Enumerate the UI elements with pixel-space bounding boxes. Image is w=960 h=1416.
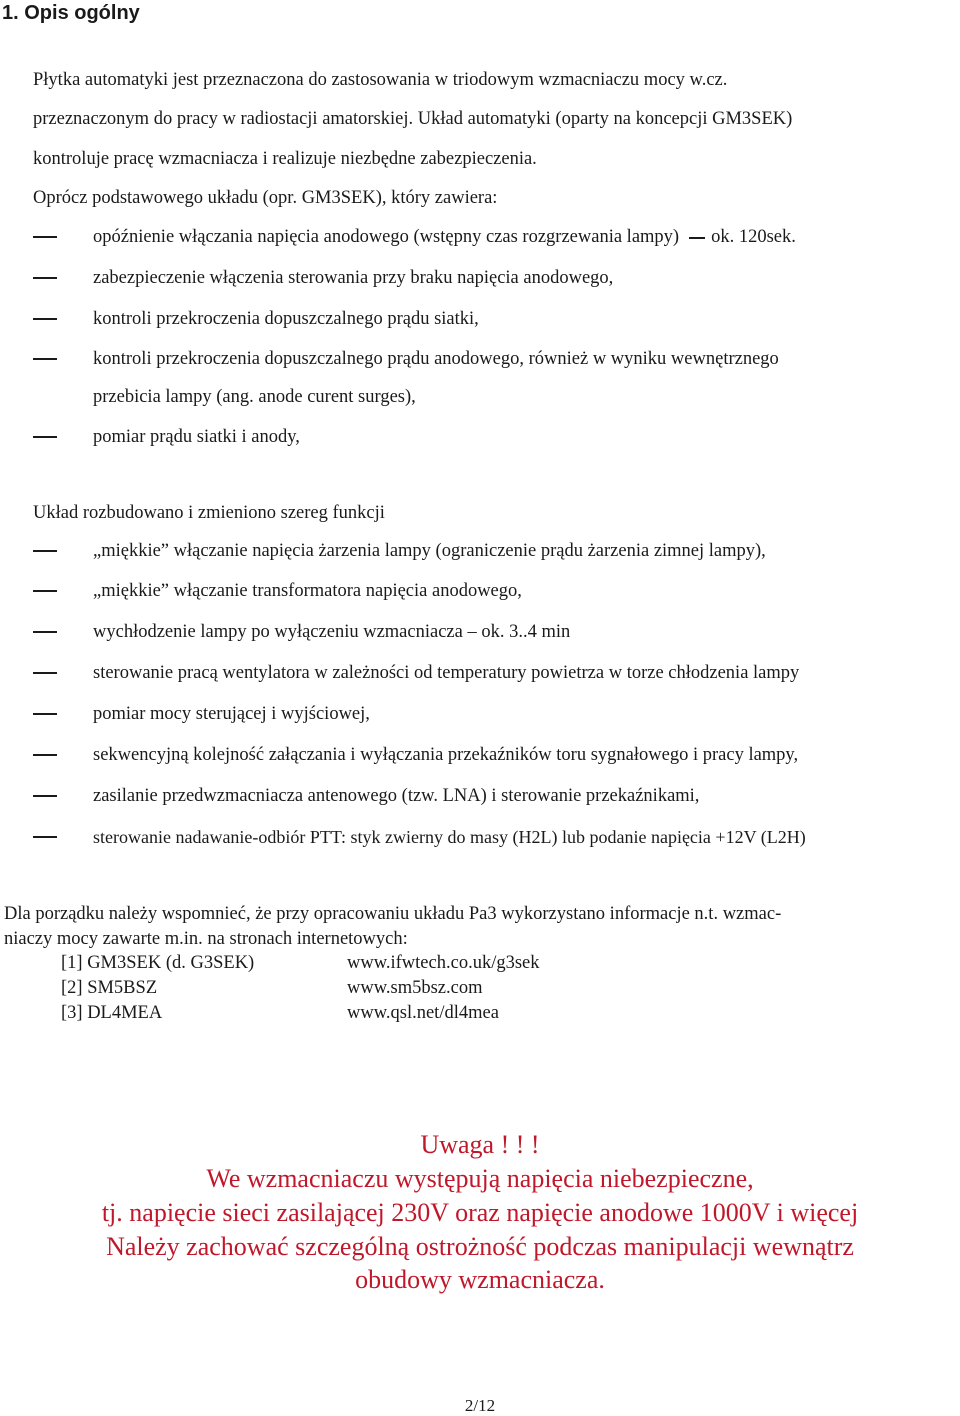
dash-icon [33, 236, 57, 238]
reference-url[interactable]: www.sm5bsz.com [347, 978, 483, 998]
reference-label: [1] GM3SEK (d. G3SEK) [61, 953, 255, 973]
dash-icon [33, 436, 57, 438]
intro-line-4: Oprócz podstawowego układu (opr. GM3SEK), który zawiera: [33, 188, 498, 208]
page-number: 2/12 [464, 1396, 496, 1415]
extended-item-text: „miękkie” włączanie napięcia żarzenia lampy (ograniczenie prądu żarzenia zimnej lampy), [93, 541, 766, 561]
basic-item-text: opóźnienie włączania napięcia anodowego (wstępny czas rozgrzewania lampy) ok. 120sek. [93, 227, 796, 247]
reference-label: [3] DL4MEA [61, 1003, 163, 1023]
warning-line: Należy zachować szczególną ostrożność podczas manipulacji wewnątrz [106, 1232, 854, 1261]
extended-title: Układ rozbudowano i zmieniono szereg funkcji [33, 503, 385, 523]
note-line-2: niaczy mocy zawarte m.in. na stronach internetowych: [4, 929, 408, 949]
dash-icon [33, 631, 57, 633]
dash-icon [33, 754, 57, 756]
dash-icon [33, 672, 57, 674]
dash-icon [33, 836, 57, 838]
warning-line: tj. napięcie sieci zasilającej 230V oraz napięcie anodowe 1000V i więcej [101, 1198, 859, 1227]
basic-item-text: zabezpieczenie włączenia sterowania przy braku napięcia anodowego, [93, 268, 614, 288]
intro-line-1: Płytka automatyki jest przeznaczona do zastosowania w triodowym wzmacniaczu mocy w.cz. [33, 70, 728, 90]
reference-url[interactable]: www.ifwtech.co.uk/g3sek [347, 953, 540, 973]
dash-icon [33, 590, 57, 592]
warning-title: Uwaga ! ! ! [420, 1130, 540, 1159]
warning-line: We wzmacniaczu występują napięcia niebezpieczne, [206, 1164, 754, 1193]
note-line-1: Dla porządku należy wspomnieć, że przy opracowaniu układu Pa3 wykorzystano informacje n.t. wzmac- [4, 904, 782, 924]
dash-icon [689, 237, 705, 239]
extended-item-text: pomiar mocy sterującej i wyjściowej, [93, 704, 370, 724]
reference-url[interactable]: www.qsl.net/dl4mea [347, 1003, 499, 1023]
reference-label: [2] SM5BSZ [61, 978, 158, 998]
extended-item-text: „miękkie” włączanie transformatora napięcia anodowego, [93, 581, 522, 601]
extended-item-text: sterowanie nadawanie-odbiór PTT: styk zwierny do masy (H2L) lub podanie napięcia +12V (L2H) [93, 827, 806, 847]
section-heading: 1. Opis ogólny [2, 2, 140, 24]
dash-icon [33, 277, 57, 279]
extended-item-text: sekwencyjną kolejność załączania i wyłączania przekaźników toru sygnałowego i pracy lampy, [93, 745, 799, 765]
extended-item-text: sterowanie pracą wentylatora w zależności od temperatury powietrza w torze chłodzenia lampy [93, 663, 800, 683]
basic-item-text: pomiar prądu siatki i anody, [93, 427, 300, 447]
basic-item-text: kontroli przekroczenia dopuszczalnego prądu siatki, [93, 309, 479, 329]
dash-icon [33, 318, 57, 320]
dash-icon [33, 795, 57, 797]
dash-icon [33, 550, 57, 552]
basic-item-text: kontroli przekroczenia dopuszczalnego prądu anodowego, również w wyniku wewnętrznego [93, 349, 779, 369]
extended-item-text: zasilanie przedwzmacniacza antenowego (tzw. LNA) i sterowanie przekaźnikami, [93, 786, 700, 806]
dash-icon [33, 358, 57, 360]
intro-line-3: kontroluje pracę wzmacniacza i realizuje niezbędne zabezpieczenia. [33, 149, 537, 169]
extended-item-text: wychłodzenie lampy po wyłączeniu wzmacniacza – ok. 3..4 min [93, 622, 571, 642]
dash-icon [33, 713, 57, 715]
warning-line: obudowy wzmacniacza. [355, 1265, 605, 1294]
intro-line-2: przeznaczonym do pracy w radiostacji amatorskiej. Układ automatyki (oparty na koncepcji GM3SEK) [33, 109, 793, 129]
basic-item-anode-continued: przebicia lampy (ang. anode curent surges), [93, 387, 416, 407]
